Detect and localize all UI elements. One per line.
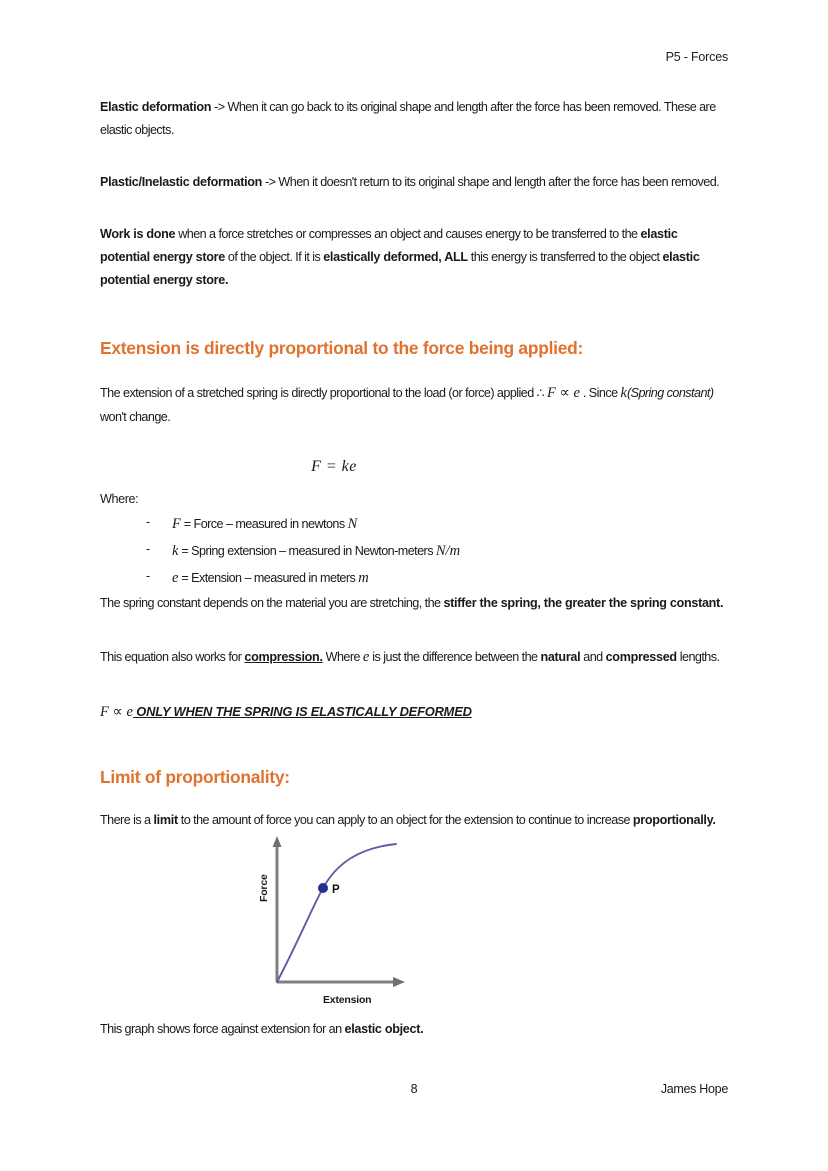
math-symbol-proportional-condition: ∝ — [112, 704, 123, 721]
list-item — [146, 538, 728, 565]
math-var-k: k — [620, 385, 627, 402]
paragraph-compression — [100, 644, 728, 670]
document-body — [100, 96, 728, 1041]
definition-symbol-F: F — [172, 516, 181, 532]
text-work-bold1: elastic potential energy store — [100, 226, 678, 264]
term-plastic-deformation: Plastic/Inelastic deformation — [100, 174, 263, 189]
math-var-e: e — [573, 385, 580, 402]
term-elastic-deformation: Elastic deformation — [100, 100, 212, 114]
definition-unit-newton-meters: N/m — [435, 542, 461, 559]
spacer — [100, 725, 728, 754]
spacer — [100, 308, 728, 337]
paragraph-graph-caption — [100, 1018, 728, 1041]
heading-limit-of-proportionality: Limit of proportionality: — [100, 767, 290, 788]
text-work-seg2: of the object. If it is — [224, 249, 324, 264]
text-limit-bold-proportionally: proportionally. — [632, 812, 716, 827]
math-var-F-condition: F — [100, 704, 109, 721]
definition-text-F: = Force – measured in newtons — [180, 517, 348, 531]
definition-symbol-e: e — [172, 569, 179, 586]
text-compression-seg3: is just the difference between the — [369, 649, 541, 664]
spacer — [100, 754, 728, 766]
list-dash: - — [146, 515, 150, 529]
text-limit-seg1: There is a — [100, 812, 154, 827]
spacer — [100, 476, 728, 488]
text-compression-seg5: lengths. — [676, 649, 720, 664]
text-compression-natural: natural — [540, 649, 581, 664]
definition-symbol-k: k — [172, 542, 179, 559]
math-symbol-proportional: ∝ — [559, 385, 570, 402]
definition-text-e: = Extension – measured in meters — [178, 570, 359, 585]
term-work-is-done: Work is done — [100, 226, 176, 241]
text-work-bold3: elastic potential energy store. — [100, 249, 700, 287]
y-axis-arrow-icon — [273, 836, 282, 847]
list-dash: - — [146, 541, 150, 556]
force-extension-graph — [100, 832, 728, 1018]
text-caption-bold: elastic object. — [344, 1021, 424, 1036]
text-caption-seg1: This graph shows force against extension for an — [100, 1021, 345, 1036]
spacer — [100, 159, 728, 171]
text-compression-compressed: compressed — [605, 649, 677, 664]
text-compression-seg1: This equation also works for — [100, 649, 245, 664]
text-work-bold2: elastically deformed, ALL — [323, 249, 468, 264]
point-label-P: P — [332, 883, 340, 896]
spacer — [100, 360, 728, 380]
y-axis-label-force: Force — [258, 874, 270, 902]
text-limit-bold-limit: limit — [153, 812, 178, 827]
paragraph-extension-proportional — [100, 380, 728, 429]
text-spring-constant-note: (Spring constant) — [626, 386, 714, 401]
spacer — [100, 429, 728, 458]
paragraph-elastic-deformation — [100, 96, 728, 142]
page-number: 8 — [410, 1082, 418, 1096]
heading-extension-proportional: Extension is directly proportional to the force being applied: — [100, 338, 584, 359]
text-proportionality-condition: ONLY WHEN THE SPRING IS ELASTICALLY DEFORMED — [132, 704, 472, 720]
paragraph-plastic-deformation — [100, 171, 728, 194]
text-extension-seg2: . Since — [579, 386, 621, 401]
text-work-seg1: when a force stretches or compresses an object and causes energy to be transferred to the — [175, 226, 641, 241]
text-work-seg3: this energy is transferred to the object — [467, 249, 663, 264]
text-limit-seg2: to the amount of force you can apply to an object for the extension to continue to increase — [177, 812, 633, 827]
text-elastic-deformation-rest: -> When it can go back to its original shape and length after the force has been removed. These are elastic objects. — [100, 100, 716, 137]
definition-unit-meters: m — [358, 569, 369, 586]
definition-unit-newtons: N — [347, 516, 358, 532]
author-name: James Hope — [660, 1082, 728, 1096]
spacer — [100, 211, 728, 223]
spacer — [100, 670, 728, 699]
running-header: P5 - Forces — [665, 50, 728, 64]
force-extension-chart-svg — [255, 832, 515, 1018]
math-var-F: F — [547, 385, 556, 402]
list-item — [146, 565, 728, 592]
label-where: Where: — [100, 492, 139, 507]
spacer — [100, 615, 728, 644]
text-compression-seg4: and — [580, 649, 606, 664]
list-item — [146, 511, 728, 538]
paragraph-proportionality-condition — [100, 699, 728, 725]
text-extension-seg3: won't change. — [100, 410, 171, 425]
definition-text-k: = Spring extension – measured in Newton-meters — [178, 543, 436, 558]
limit-of-proportionality-point — [318, 883, 328, 893]
text-extension-seg1: The extension of a stretched spring is directly proportional to the load (or force) applied ∴ — [100, 386, 548, 401]
equation-hookes-law: F = ke — [311, 458, 357, 476]
x-axis-arrow-icon — [393, 977, 405, 987]
text-compression-seg2: Where — [322, 649, 363, 664]
paragraph-spring-constant — [100, 592, 728, 615]
text-compression-keyword: compression. — [244, 649, 323, 664]
force-extension-curve — [277, 844, 396, 982]
math-var-e-compression: e — [362, 648, 370, 665]
text-plastic-deformation-rest: -> When it doesn't return to its original shape and length after the force has been removed. — [262, 174, 720, 189]
math-var-e-condition: e — [126, 704, 133, 721]
text-spring-constant-bold: stiffer the spring, the greater the spring constant. — [443, 595, 724, 610]
paragraph-limit — [100, 809, 728, 832]
document-footer — [100, 1082, 728, 1102]
x-axis-label-extension: Extension — [323, 993, 372, 1006]
text-spring-constant-seg1: The spring constant depends on the material you are stretching, the — [100, 595, 444, 610]
definition-list — [100, 511, 728, 592]
list-dash: - — [146, 568, 150, 583]
spacer — [100, 789, 728, 809]
paragraph-work-is-done — [100, 223, 728, 292]
